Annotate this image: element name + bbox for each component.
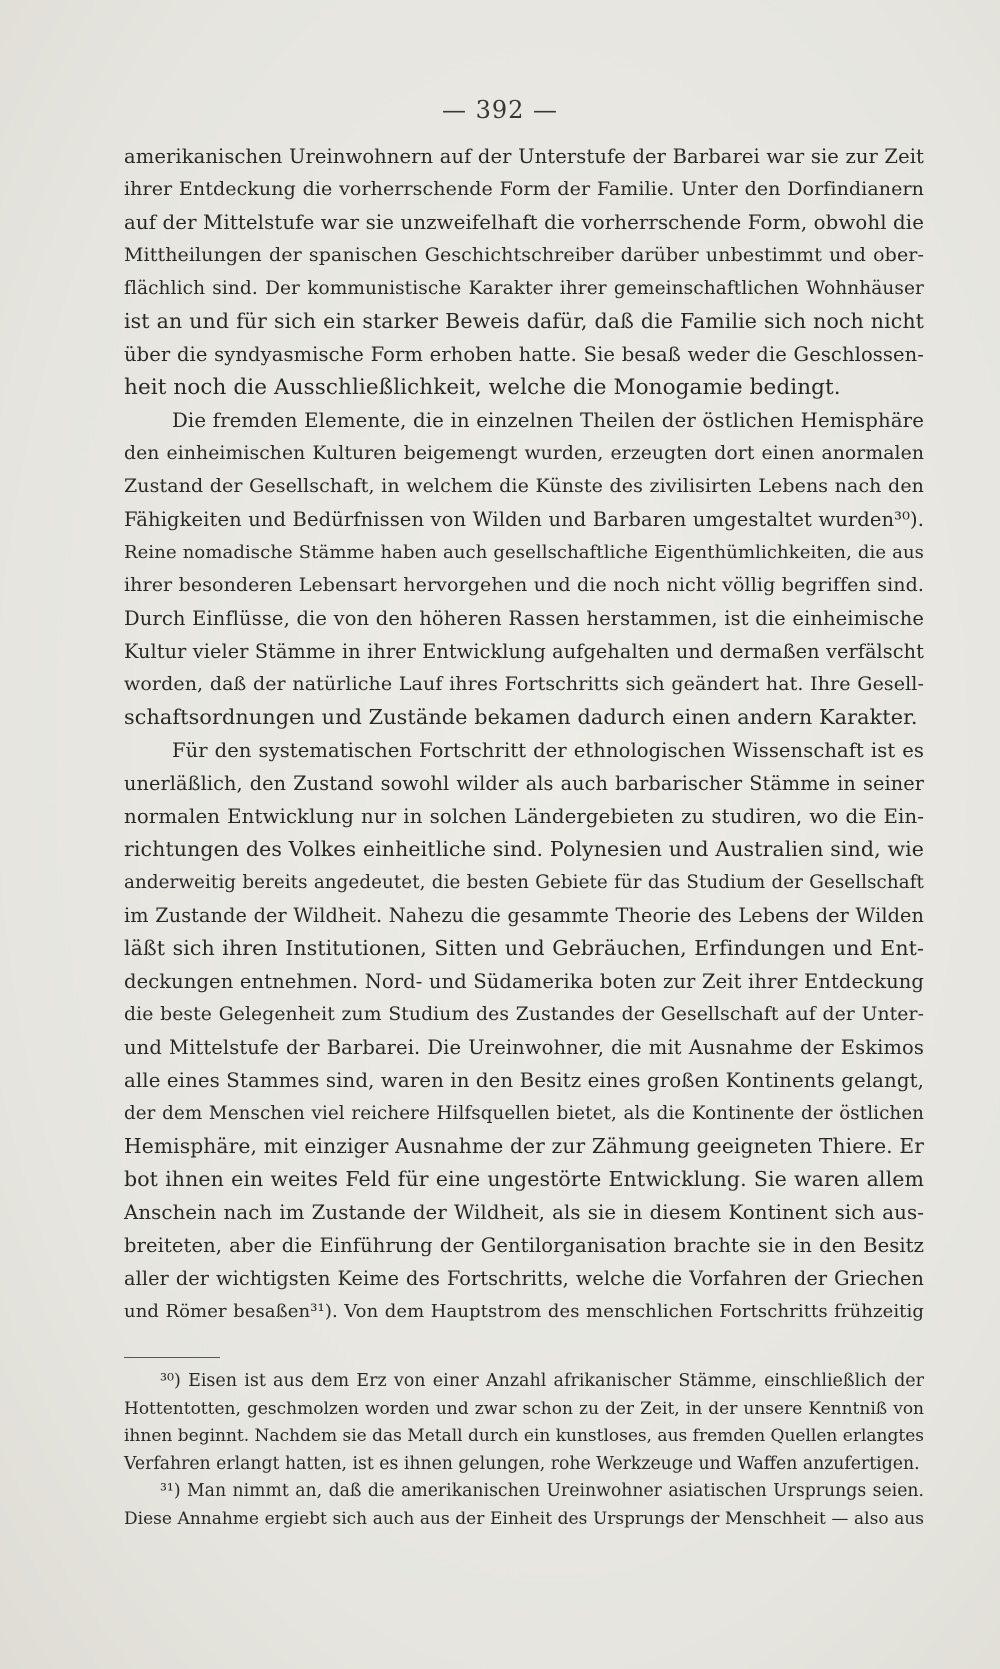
- footnote-line: ³⁰) Eisen ist aus dem Erz von einer Anzahl afrikanischer Stämme, einschließlich der: [160, 1371, 924, 1391]
- text-line: den einheimischen Kulturen beigemengt wurden, erzeugten dort einen anormalen: [124, 443, 924, 464]
- text-line: Anschein nach im Zustande der Wildheit, als sie in diesem Kontinent sich aus-: [124, 1201, 924, 1224]
- footnote-line: Verfahren erlangt hatten, ist es ihnen gelungen, rohe Werkzeuge und Waffen anzufertigen.: [124, 1453, 920, 1474]
- text-line: amerikanischen Ureinwohnern auf der Unterstufe der Barbarei war sie zur Zeit: [124, 145, 924, 168]
- text-line: ihrer Entdeckung die vorherrschende Form der Familie. Unter den Dorfindianern: [124, 178, 924, 200]
- text-line: Die fremden Elemente, die in einzelnen Theilen der östlichen Hemisphäre: [172, 409, 924, 432]
- text-line: ihrer besonderen Lebensart hervorgehen und die noch nicht völlig begriffen sind.: [124, 574, 924, 596]
- text-line: Reine nomadische Stämme haben auch gesellschaftliche Eigenthümlichkeiten, die aus: [124, 542, 924, 563]
- text-line: Mittheilungen der spanischen Geschichtschreiber darüber unbestimmt und ober-: [124, 244, 924, 266]
- footnote-line: ³¹) Man nimmt an, daß die amerikanischen Ureinwohner asiatischen Ursprungs seien.: [160, 1481, 924, 1501]
- page-number: — 392 —: [441, 96, 559, 124]
- text-line: die beste Gelegenheit zum Studium des Zustandes der Gesellschaft auf der Unter-: [124, 1004, 924, 1025]
- text-line: Fähigkeiten und Bedürfnissen von Wilden und Barbaren umgestaltet wurden³⁰).: [124, 508, 924, 531]
- text-line: richtungen des Volkes einheitliche sind. Polynesien und Australien sind, wie: [124, 837, 924, 861]
- text-line: Für den systematischen Fortschritt der ethnologischen Wissenschaft ist es: [172, 739, 924, 762]
- text-line: flächlich sind. Der kommunistische Karakter ihrer gemeinschaftlichen Wohnhäuser: [124, 278, 924, 299]
- footnote-divider: [124, 1357, 220, 1358]
- text-line: und Römer besaßen³¹). Von dem Hauptstrom des menschlichen Fortschritts frühzeitig: [124, 1301, 924, 1322]
- text-line: Durch Einflüsse, die von den höheren Rassen herstammen, ist die einheimische: [124, 607, 924, 630]
- text-line: Hemisphäre, mit einziger Ausnahme der zur Zähmung geeigneten Thiere. Er: [124, 1134, 924, 1158]
- footnote-line: Hottentotten, geschmolzen worden und zwar schon zu der Zeit, in der unsere Kenntniß von: [124, 1398, 924, 1419]
- text-line: über die syndyasmische Form erhoben hatte. Sie besaß weder die Geschlossen-: [124, 343, 924, 366]
- text-line: ist an und für sich ein starker Beweis dafür, daß die Familie sich noch nicht: [124, 309, 924, 333]
- text-line: normalen Entwicklung nur in solchen Ländergebieten zu studiren, wo die Ein-: [124, 805, 924, 828]
- footnote-line: Diese Annahme ergiebt sich auch aus der Einheit des Ursprungs der Menschheit — also aus: [124, 1508, 924, 1529]
- footnote-line: ihnen beginnt. Nachdem sie das Metall durch ein kunstloses, aus fremden Quellen erlangtes: [124, 1426, 924, 1446]
- text-line: anderweitig bereits angedeutet, die besten Gebiete für das Studium der Gesellschaft: [124, 872, 924, 893]
- text-line: bot ihnen ein weites Feld für eine ungestörte Entwicklung. Sie waren allem: [124, 1167, 924, 1191]
- footnotes: [124, 1368, 924, 1533]
- text-line: im Zustande der Wildheit. Nahezu die gesammte Theorie des Lebens der Wilden: [124, 904, 924, 927]
- text-line: schaftsordnungen und Zustände bekamen dadurch einen andern Karakter.: [124, 705, 918, 729]
- text-line: worden, daß der natürliche Lauf ihres Fortschritts sich geändert hat. Ihre Gesell-: [124, 673, 924, 695]
- text-line: heit noch die Ausschließlichkeit, welche die Monogamie bedingt.: [124, 375, 841, 400]
- text-line: der dem Menschen viel reichere Hilfsquellen bietet, als die Kontinente der östlichen: [124, 1103, 924, 1124]
- text-line: alle eines Stammes sind, waren in den Besitz eines großen Kontinents gelangt,: [124, 1069, 925, 1092]
- main-text: [124, 140, 924, 1328]
- text-line: und Mittelstufe der Barbarei. Die Ureinwohner, die mit Ausnahme der Eskimos: [124, 1036, 924, 1059]
- text-line: auf der Mittelstufe war sie unzweifelhaft die vorherrschende Form, obwohl die: [124, 211, 924, 234]
- text-line: Zustand der Gesellschaft, in welchem die Künste des zivilisirten Lebens nach den: [124, 475, 924, 497]
- text-line: unerläßlich, den Zustand sowohl wilder als auch barbarischer Stämme in seiner: [124, 772, 924, 795]
- text-line: breiteten, aber die Einführung der Gentilorganisation brachte sie in den Besitz: [124, 1234, 924, 1257]
- text-line: deckungen entnehmen. Nord- und Südamerika boten zur Zeit ihrer Entdeckung: [124, 970, 924, 993]
- text-line: Kultur vieler Stämme in ihrer Entwicklung aufgehalten und dermaßen verfälscht: [124, 640, 924, 663]
- text-line: läßt sich ihren Institutionen, Sitten und Gebräuchen, Erfindungen und Ent-: [124, 936, 924, 960]
- text-line: aller der wichtigsten Keime des Fortschritts, welche die Vorfahren der Griechen: [124, 1267, 924, 1290]
